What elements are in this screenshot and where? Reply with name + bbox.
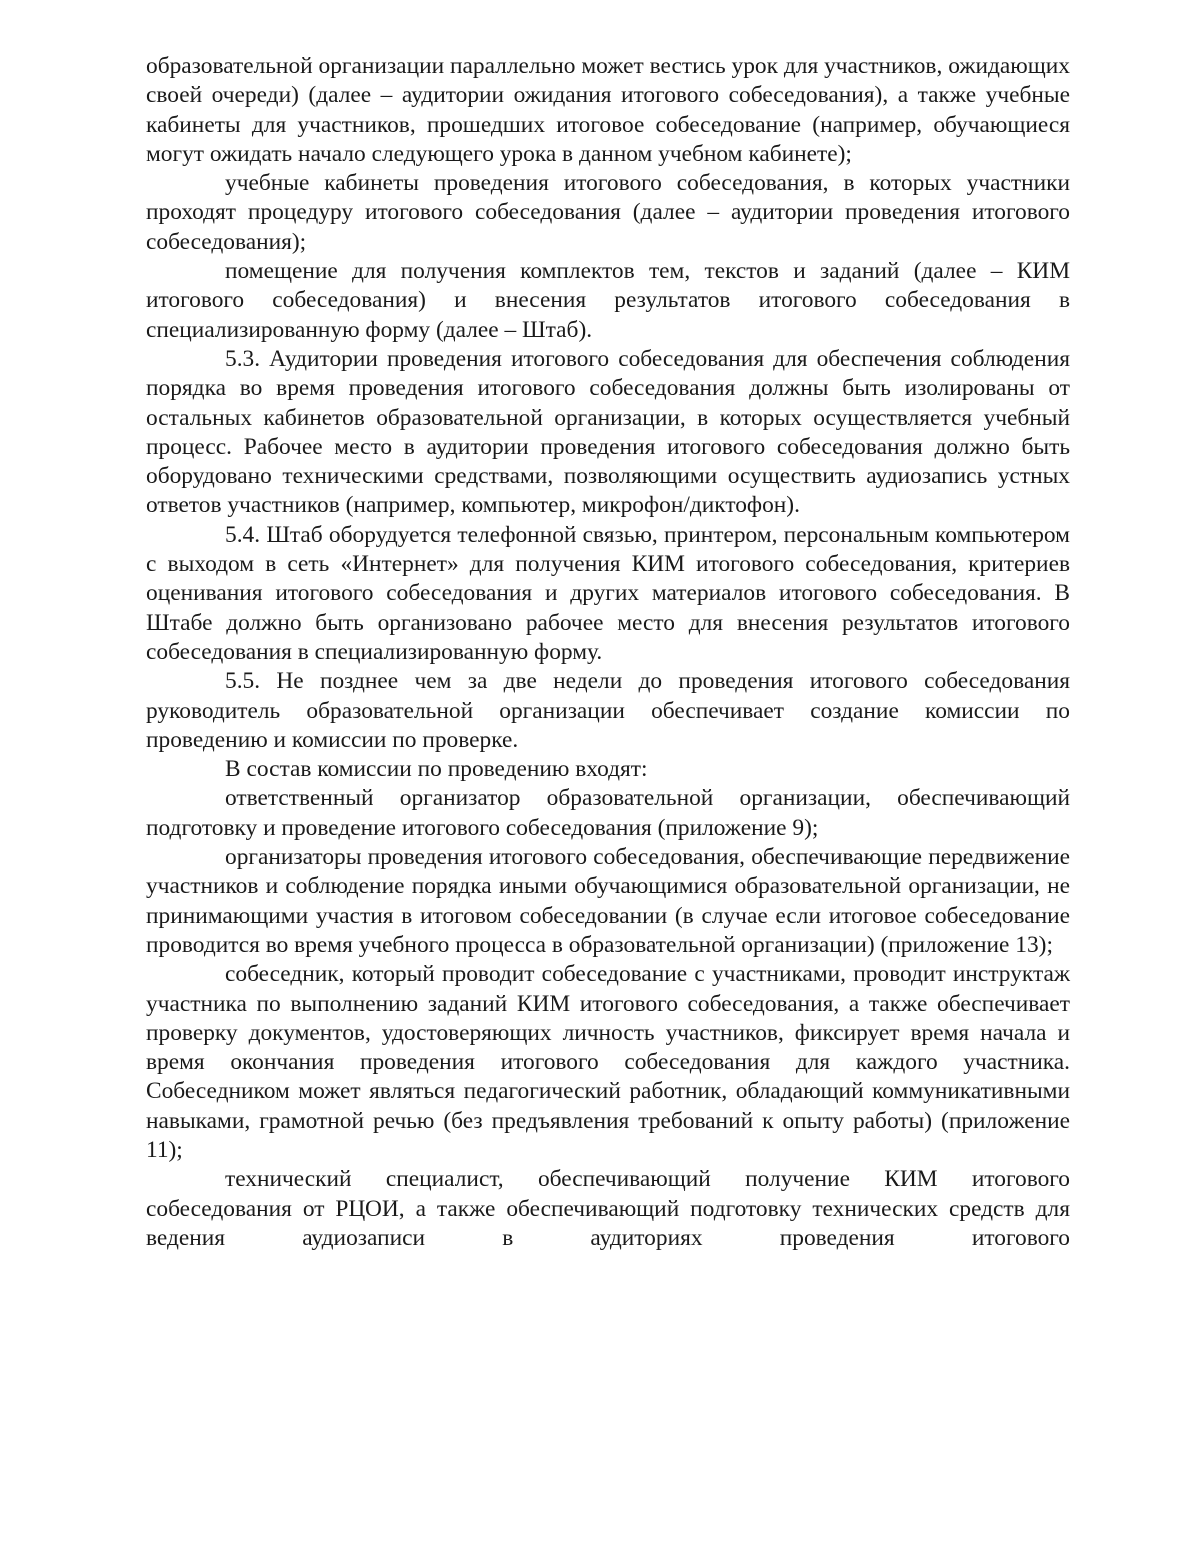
paragraph-technical-specialist: технический специалист, обеспечивающий получение КИМ итогового собеседования от РЦОИ, а также обеспечивающий подготовку технических средств для ведения аудиозаписи в аудиториях проведения итогового [146,1166,1070,1251]
paragraph-classrooms: учебные кабинеты проведения итогового собеседования, в которых участники проходят процедуру итогового собеседования (далее – аудитории проведения итогового собеседования); [146,170,1070,255]
paragraph-commission-composition: В состав комиссии по проведению входят: [225,756,648,783]
paragraph-5-5: 5.5. Не позднее чем за две недели до проведения итогового собеседования руководитель образовательной организации обеспечивает создание комиссии по проведению и комиссии по проверке. [146,668,1070,753]
paragraph-continuation: образовательной организации параллельно может вестись урок для участников, ожидающих своей очереди) (далее – аудитории ожидания итогового собеседования), а также учебные кабинеты для участников, прошедших итоговое собеседование (например, обучающиеся могут ожидать начало следующего урока в данном учебном кабинете); [146,53,1070,167]
document-page [146,52,1070,1253]
paragraph-5-4: 5.4. Штаб оборудуется телефонной связью, принтером, персональным компьютером с выходом в сеть «Интернет» для получения КИМ итогового собеседования, критериев оценивания итогового собеседования и других материалов итогового собеседования. В Штабе должно быть организовано рабочее место для внесения результатов итогового собеседования в специализированную форму. [146,521,1070,665]
paragraph-5-3: 5.3. Аудитории проведения итогового собеседования для обеспечения соблюдения порядка во время проведения итогового собеседования должны быть изолированы от остальных кабинетов образовательной организации, в которых осуществляется учебный процесс. Рабочее место в аудитории проведения итогового собеседования должно быть оборудовано техническими средствами, позволяющими осуществить аудиозапись устных ответов участников (например, компьютер, микрофон/диктофон). [146,345,1070,519]
paragraph-responsible-organizer: ответственный организатор образовательной организации, обеспечивающий подготовку и проведение итогового собеседования (приложение 9); [146,785,1070,841]
paragraph-headquarters-room: помещение для получения комплектов тем, текстов и заданий (далее – КИМ итогового собеседования) и внесения результатов итогового собеседования в специализированную форму (далее – Штаб). [146,258,1070,343]
paragraph-interviewer: собеседник, который проводит собеседование с участниками, проводит инструктаж участника по выполнению заданий КИМ итогового собеседования, а также обеспечивает проверку документов, удостоверяющих личность участников, фиксирует время начала и время окончания проведения итогового собеседования для каждого участника. Собеседником может являться педагогический работник, обладающий коммуникативными навыками, грамотной речью (без предъявления требований к опыту работы) (приложение 11); [146,961,1070,1163]
paragraph-organizers: организаторы проведения итогового собеседования, обеспечивающие передвижение участников и соблюдение порядка иными обучающимися образовательной организации, не принимающими участия в итоговом собеседовании (в случае если итоговое собеседование проводится во время учебного процесса в образовательной организации) (приложение 13); [146,844,1070,958]
